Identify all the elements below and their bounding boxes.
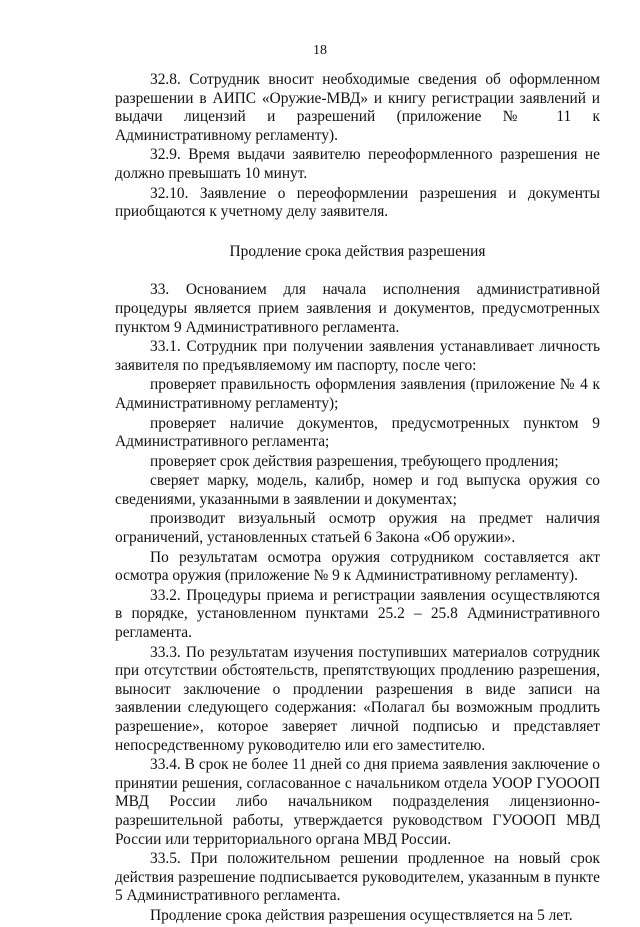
list-item-check-form: проверяет правильность оформления заявления (приложение № 4 к Административному регламенту); <box>115 376 600 412</box>
page-number: 18 <box>313 43 327 58</box>
paragraph-33-1: 33.1. Сотрудник при получении заявления устанавливает личность заявителя по предъявляемому им паспорту, после чего: <box>115 338 600 374</box>
paragraph-33-4: 33.4. В срок не более 11 дней со дня приема заявления заключение о принятии решения, согласованное с начальником отдела УООР ГУОООП МВД России либо начальником подразделения лицензионно-разрешительной работы, утверждается руководством ГУОООП МВД России или территориального органа МВД России. <box>115 756 600 848</box>
list-item-inspection: производит визуальный осмотр оружия на предмет наличия ограничений, установленных статьей 6 Закона «Об оружии». <box>115 510 600 547</box>
list-item-check-documents: проверяет наличие документов, предусмотренных пунктом 9 Административного регламента; <box>115 414 600 451</box>
document-body <box>115 71 600 927</box>
paragraph-32-9: 32.9. Время выдачи заявителю переоформленного разрешения не должно превышать 10 минут. <box>115 146 600 182</box>
paragraph-33-3: 33.3. По результатам изучения поступивших материалов сотрудник при отсутствии обстоятельств, препятствующих продлению разрешения, выносит заключение о продлении разрешения в виде записи на заявлении следующего содержания: «Полагал бы возможным продлить разрешение», которое заверяет личной подписью и представляет непосредственному руководителю или его заместителю. <box>115 643 600 754</box>
section-title: Продление срока действия разрешения <box>229 242 486 260</box>
paragraph-32-8: 32.8. Сотрудник вносит необходимые сведения об оформленном разрешении в АИПС «Оружие-МВД» и книгу регистрации заявлений и выдачи лицензий и разрешений (приложение № 11 к Административному регламенту). <box>115 71 600 144</box>
paragraph-33-2: 33.2. Процедуры приема и регистрации заявления осуществляются в порядке, установленном пунктами 25.2 – 25.8 Административного регламента. <box>115 586 600 642</box>
paragraph-extension-term: Продление срока действия разрешения осуществляется на 5 лет. <box>150 906 573 924</box>
paragraph-inspection-act: По результатам осмотра оружия сотрудником составляется акт осмотра оружия (приложение № 9 к Административному регламенту). <box>115 548 600 585</box>
paragraph-33-5: 33.5. При положительном решении продленное на новый срок действия разрешение подписывается руководителем, указанным в пункте 5 Административного регламента. <box>115 850 600 905</box>
paragraph-32-10: 32.10. Заявление о переоформлении разрешения и документы приобщаются к учетному делу заявителя. <box>115 184 600 221</box>
list-item-check-term: проверяет срок действия разрешения, требующего продления; <box>150 452 559 470</box>
paragraph-33: 33. Основанием для начала исполнения административной процедуры является прием заявления и документов, предусмотренных пунктом 9 Административного регламента. <box>115 281 600 336</box>
list-item-verify-weapon: сверяет марку, модель, калибр, номер и год выпуска оружия со сведениями, указанными в заявлении и документах; <box>115 472 600 508</box>
